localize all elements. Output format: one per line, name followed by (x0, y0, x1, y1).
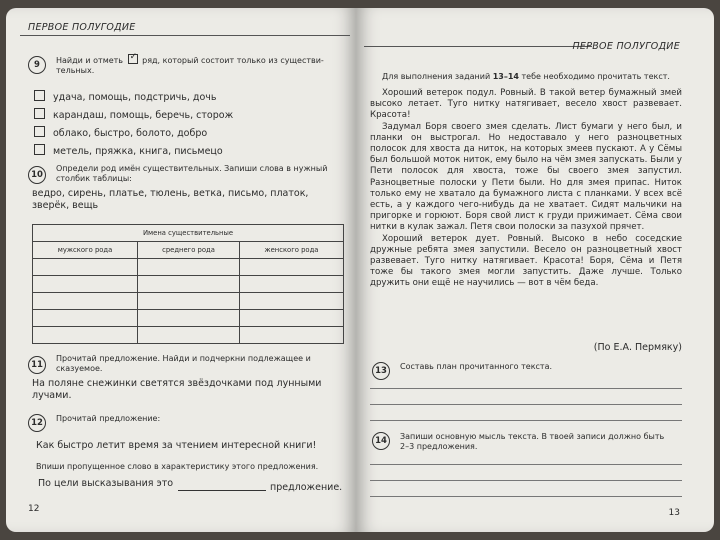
answer-line[interactable] (370, 464, 682, 465)
nouns-table (32, 224, 344, 344)
task-12-fill-b: предложение. (270, 482, 343, 493)
page-header-right: ПЕРВОЕ ПОЛУГОДИЕ (572, 41, 680, 52)
story-text (370, 88, 682, 290)
task-9-option-2[interactable]: карандаш, помощь, беречь, сторож (34, 108, 233, 121)
table-cell[interactable] (239, 310, 343, 327)
task-12-sentence: Как быстро летит время за чтением интересной книги! (36, 440, 317, 451)
table-cell[interactable] (138, 293, 240, 310)
table-row (33, 310, 344, 327)
table-cell[interactable] (138, 327, 240, 344)
task-12-instruction: Прочитай предложение: (56, 414, 161, 423)
table-cell[interactable] (239, 327, 343, 344)
table-cell[interactable] (33, 276, 138, 293)
table-cell[interactable] (239, 259, 343, 276)
task-9-instruction: Найди и отметь ✓ ряд, который состоит только из существи- тельных. (56, 52, 324, 75)
task-13-instruction: Составь план прочитанного текста. (400, 362, 553, 371)
check-mark-icon: ✓ (129, 52, 138, 62)
checkbox[interactable] (34, 90, 45, 101)
page-number-left: 12 (28, 504, 40, 514)
table-cell[interactable] (138, 276, 240, 293)
answer-line[interactable] (370, 388, 682, 389)
task-9-option-4[interactable]: метель, пряжка, книга, письмецо (34, 144, 223, 157)
task-12-fill-instruction: Впиши пропущенное слово в характеристику этого предложения. (36, 462, 319, 471)
table-cell[interactable] (138, 310, 240, 327)
task-9-option-3[interactable]: облако, быстро, болото, добро (34, 126, 207, 139)
table-cell[interactable] (33, 259, 138, 276)
table-cell[interactable] (33, 327, 138, 344)
table-row (33, 293, 344, 310)
task-14-number: 14 (372, 428, 390, 450)
header-rule-left (20, 35, 350, 36)
story-paragraph: Хороший ветерок подул. Ровный. В такой ветер бумажный змей высоко летает. Туго нитку натягивает, весело хвост развевает. Красота! (370, 88, 682, 121)
task-9-option-1[interactable]: удача, помощь, подстричь, дочь (34, 90, 216, 103)
right-page (356, 8, 714, 532)
story-paragraph: Задумал Боря своего змея сделать. Лист бумаги у него был, и планки он выстрогал. Но недоставало у него разноцветных полосок для хвоста да ниток, на которых змеев пускают. А у Сёмы был большой моток ниток, ему было на чём змея запускать. Были у Пети полосок для хвоста, тоже бы своего змея запустил. Разноцветные полоски у Пети были. Но для змея припас. Ниток только ему не хватало да бумажного листа с планками. У всех всё есть, а у каждого чего-нибудь да не хватает. Сидят мальчики на пригорке и горюют. Боря свой лист к груди прижимает. Сёма свои нитки в кулак зажал. Петя свои полоски за пазухой прячет. (370, 121, 682, 233)
table-cell[interactable] (239, 276, 343, 293)
reading-intro: Для выполнения заданий 13–14 тебе необходимо прочитать текст. (382, 72, 670, 81)
checkbox[interactable] (34, 108, 45, 119)
answer-line[interactable] (370, 496, 682, 497)
table-cell[interactable] (239, 293, 343, 310)
task-10-number: 10 (28, 162, 46, 184)
task-12-number: 12 (28, 410, 46, 432)
story-author: (По Е.А. Пермяку) (593, 342, 682, 353)
table-cell[interactable] (33, 293, 138, 310)
header-rule-right (364, 46, 592, 47)
task-11-instruction: Прочитай предложение. Найди и подчеркни подлежащее и сказуемое. (56, 354, 311, 373)
task-11-number: 11 (28, 352, 46, 374)
page-header-left: ПЕРВОЕ ПОЛУГОДИЕ (28, 22, 136, 33)
task-9-number: 9 (28, 52, 46, 74)
column-masculine: мужского рода (33, 242, 138, 259)
table-cell[interactable] (138, 259, 240, 276)
answer-line[interactable] (370, 420, 682, 421)
table-row (33, 276, 344, 293)
checkbox[interactable] (34, 144, 45, 155)
answer-line[interactable] (370, 404, 682, 405)
page-number-right: 13 (668, 508, 680, 518)
story-paragraph: Хороший ветерок дует. Ровный. Высоко в небо соседские дружные ребята змея запустили. Весело он разноцветный хвост развевает. Туго нитку натягивает. Красота! Боря, Сёма и Петя тоже бы такого змея могли запустить. Даже лучше. Только дружить они ещё не научились — вот в чём беда. (370, 233, 682, 289)
task-10-words: ведро, сирень, платье, тюлень, ветка, письмо, платок, зверёк, вещь (32, 188, 309, 211)
table-header: Имена существительные (33, 225, 344, 242)
answer-blank[interactable] (178, 490, 266, 491)
column-feminine: женского рода (239, 242, 343, 259)
checkbox[interactable] (34, 126, 45, 137)
task-11-sentence[interactable]: На поляне снежинки светятся звёздочками под лунными лучами. (32, 378, 322, 401)
task-10-instruction: Определи род имён существительных. Запиши слова в нужный столбик таблицы: (56, 164, 328, 183)
task-13-number: 13 (372, 358, 390, 380)
table-row (33, 259, 344, 276)
left-page (6, 8, 356, 532)
task-12-fill-a: По цели высказывания это (38, 478, 174, 489)
table-cell[interactable] (33, 310, 138, 327)
answer-line[interactable] (370, 480, 682, 481)
column-neuter: среднего рода (138, 242, 240, 259)
task-14-instruction: Запиши основную мысль текста. В твоей записи должно быть 2–3 предложения. (400, 432, 665, 451)
table-row (33, 327, 344, 344)
